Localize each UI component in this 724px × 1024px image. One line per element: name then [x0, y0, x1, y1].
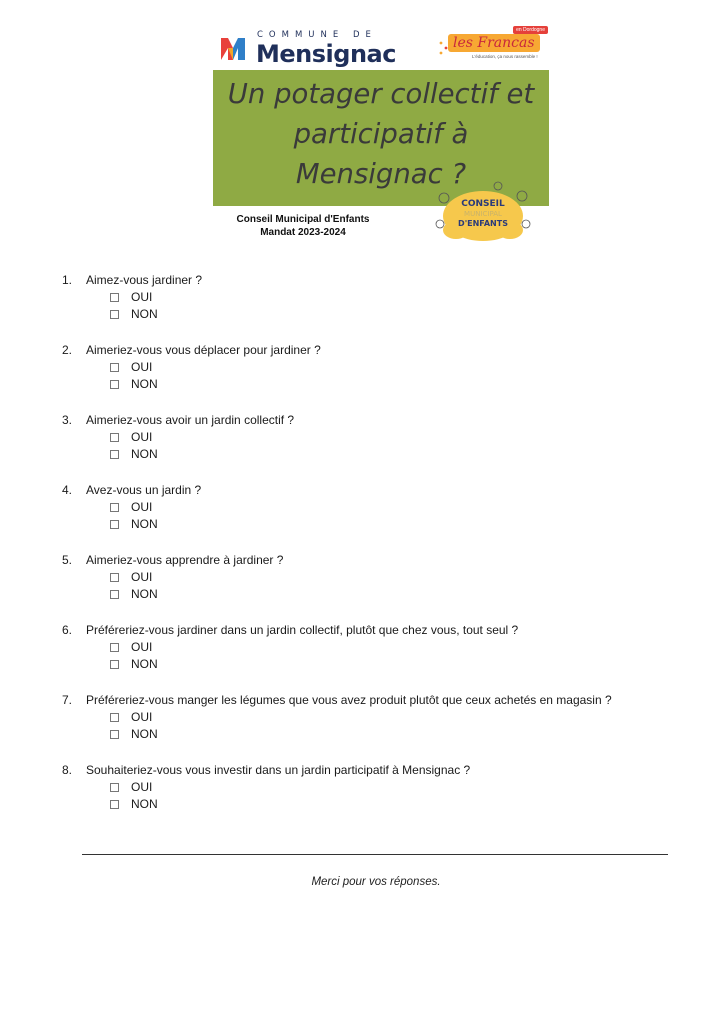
- francas-dots-icon: [438, 40, 450, 56]
- option-non[interactable]: NON: [108, 656, 682, 673]
- council-info: Conseil Municipal d'Enfants Mandat 2023-2024: [236, 214, 370, 238]
- question-4: [62, 482, 682, 533]
- checkbox[interactable]: [110, 660, 119, 669]
- francas-name: les Francas: [448, 34, 540, 52]
- question-text: Préféreriez-vous jardiner dans un jardin collectif, plutôt que chez vous, tout seul ?: [86, 623, 519, 637]
- option-non[interactable]: NON: [108, 376, 682, 393]
- question-6: [62, 622, 682, 673]
- question-7: [62, 692, 682, 743]
- checkbox[interactable]: [110, 713, 119, 722]
- question-text: Avez-vous un jardin ?: [86, 483, 202, 497]
- thanks-text: Merci pour vos réponses.: [311, 876, 441, 888]
- checkbox[interactable]: [110, 520, 119, 529]
- questionnaire: [62, 272, 682, 832]
- question-3: [62, 412, 682, 463]
- question-number: 1.: [62, 273, 73, 287]
- page-title: Un potager collectif et participatif à Mensignac ?: [227, 78, 535, 190]
- question-2: [62, 342, 682, 393]
- question-text: Préféreriez-vous manger les légumes que vous avez produit plutôt que ceux achetés en magasin ?: [86, 693, 612, 707]
- option-oui[interactable]: OUI: [108, 359, 682, 376]
- option-oui[interactable]: OUI: [108, 639, 682, 656]
- question-1: [62, 272, 682, 323]
- question-text: Aimez-vous jardiner ?: [86, 273, 203, 287]
- question-5: [62, 552, 682, 603]
- checkbox[interactable]: [110, 590, 119, 599]
- commune-prefix: COMMUNE DE: [257, 30, 377, 40]
- option-non[interactable]: NON: [108, 446, 682, 463]
- checkbox[interactable]: [110, 380, 119, 389]
- commune-name: Mensignac: [256, 40, 396, 68]
- option-oui[interactable]: OUI: [108, 289, 682, 306]
- footer-divider: [82, 854, 668, 855]
- mensignac-logo-icon: [219, 34, 247, 62]
- question-number: 8.: [62, 763, 73, 777]
- option-oui[interactable]: OUI: [108, 779, 682, 796]
- option-oui[interactable]: OUI: [108, 499, 682, 516]
- checkbox[interactable]: [110, 573, 119, 582]
- checkbox[interactable]: [110, 450, 119, 459]
- checkbox[interactable]: [110, 503, 119, 512]
- option-non[interactable]: NON: [108, 726, 682, 743]
- checkbox[interactable]: [110, 433, 119, 442]
- francas-logo: [438, 26, 548, 72]
- checkbox[interactable]: [110, 730, 119, 739]
- francas-tag: en Dordogne: [513, 26, 548, 34]
- option-oui[interactable]: OUI: [108, 429, 682, 446]
- question-number: 3.: [62, 413, 73, 427]
- option-oui[interactable]: OUI: [108, 569, 682, 586]
- question-text: Souhaiteriez-vous vous investir dans un jardin participatif à Mensignac ?: [86, 763, 471, 777]
- question-text: Aimeriez-vous avoir un jardin collectif ?: [86, 413, 295, 427]
- question-number: 2.: [62, 343, 73, 357]
- checkbox[interactable]: [110, 783, 119, 792]
- checkbox[interactable]: [110, 310, 119, 319]
- checkbox[interactable]: [110, 800, 119, 809]
- checkbox[interactable]: [110, 363, 119, 372]
- option-non[interactable]: NON: [108, 306, 682, 323]
- francas-subtitle: L'éducation, ça nous rassemble !: [472, 54, 538, 59]
- question-text: Aimeriez-vous vous déplacer pour jardiner ?: [86, 343, 321, 357]
- option-non[interactable]: NON: [108, 516, 682, 533]
- question-number: 6.: [62, 623, 73, 637]
- svg-text:CONSEIL: CONSEIL: [461, 199, 505, 209]
- checkbox[interactable]: [110, 643, 119, 652]
- question-number: 5.: [62, 553, 73, 567]
- svg-text:MUNICIPAL: MUNICIPAL: [464, 210, 502, 218]
- question-text: Aimeriez-vous apprendre à jardiner ?: [86, 553, 284, 567]
- question-number: 4.: [62, 483, 73, 497]
- checkbox[interactable]: [110, 293, 119, 302]
- option-non[interactable]: NON: [108, 796, 682, 813]
- conseil-municipal-enfants-logo-icon: [432, 178, 534, 248]
- option-oui[interactable]: OUI: [108, 709, 682, 726]
- question-number: 7.: [62, 693, 73, 707]
- option-non[interactable]: NON: [108, 586, 682, 603]
- question-8: [62, 762, 682, 813]
- svg-text:D'ENFANTS: D'ENFANTS: [458, 219, 508, 228]
